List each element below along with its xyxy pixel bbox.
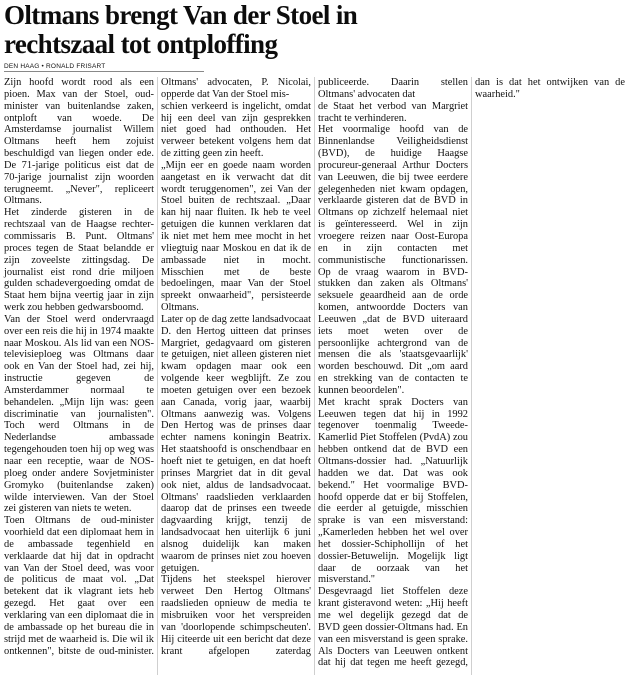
paragraph: Toen Oltmans de oud-minister voorhield dat een diplomaat hem in de ambassade tegenhield en verklaarde dat hij dat in opdracht van Van der Stoel deed, was voor de politicus de maat vol. „Dat betekent dat ik vlagrant iets heb gezegd. Het gaat over een verklaring van een diplomaat die in de ambassade op het bureau die in strijd met de waarheid is. Die wil ik ontkennen", bitste de oud-minister. Oltmans' advocaten, P. Nicolai, opperde dat Van der Stoel mis- xyxy=(4,77,311,657)
paragraph: Tijdens het steekspel hierover verweet Den Hertog Oltmans' raadslieden opnieuw de media te misbruiken voor het verspreiden van 'doorlopende schimpscheuten'. Hij citeerde uit een bericht dat deze krant afgelopen zaterdag publiceerde. Daarin stellen Oltmans' advocaten dat xyxy=(161,77,468,657)
byline: DEN HAAG • RONALD FRISART xyxy=(4,63,204,72)
headline: Oltmans brengt Van der Stoel in rechtszaal tot ontploffing xyxy=(4,0,358,59)
paragraph: Van der Stoel werd ondervraagd over een reis die hij in 1974 maakte naar Moskou. Als lid van een NOS-televisieploeg was Oltmans daar ook en Van der Stoel had, zei hij, instructie gegeven de Amsterdammer normaal te behandelen. „Mijn lijn was: geen discriminatie van journalisten". Toch werd Oltmans in de Nederlandse ambassade tegengehouden toen hij op weg was naar een receptie, waar de NOS-ploeg onder andere Sovjetminister Gromyko (buitenlandse zaken) wilde interviewen. Van der Stoel zei gisteren van niets te weten. xyxy=(4,313,154,515)
article-body xyxy=(4,77,625,675)
paragraph: Met kracht sprak Docters van Leeuwen tegen dat hij in 1992 tegenover toenmalig Tweede-Kamerlid Piet Stoffelen (PvdA) zou hebben ontkend dat de BVD een Oltmans-dossier had. „Natuurlijk hadden we dat. Dat was ook bekend." Het voormalige BVD-hoofd opperde dat er bij Stoffelen, die eerder al getuigde, misschien sprake is van een misverstand: „Kamerleden hebben het wel over het dossier-Schiphollijn of het dossier-Betuwelijn. Mogelijk ligt daar de oorzaak van het misverstand." xyxy=(318,396,468,586)
paragraph: „Mijn eer en goede naam worden aangetast en ik verwacht dat dit wordt teruggenomen", zei Van der Stoel buiten de rechtszaal. „Daar kan hij naar fluiten. Ik heb te veel getuigen die kunnen verklaren dat ik niet met hem mee mocht in het vliegtuig naar Moskou en dat ik de ambassade niet in mocht. Misschien met de beste bedoelingen, maar Van der Stoel spreekt onwaarheid", persisteerde Oltmans. xyxy=(161,159,311,314)
paragraph: Later op de dag zette landsadvocaat D. den Hertog uitteen dat prinses Margriet, gedagvaard om gisteren te getuigen, niet alleen gisteren niet kwam opdagen maar ook een volgende keer wegblijft. Ze zou moeten getuigen over een bezoek aan Canada, vorig jaar, waarbij Oltmans aanwezig was. Volgens Den Hertog was de prinses daar echter namens koningin Beatrix. Het staatshoofd is onschendbaar en hoeft niet te getuigen, en dat hoeft prinses Margriet dat in dit geval ook niet, aldus de landsadvocaat. Oltmans' raadslieden verklaarden daarop dat de prinses een tweede dagvaarding krijgt, tenzij de landsadvocaat hen uiterlijk 6 juni alsnog duidelijk kan maken waarom de prinses niet zou hoeven getuigen. xyxy=(161,313,311,574)
paragraph: Het voormalige hoofd van de Binnenlandse Veiligheidsdienst (BVD), de huidige Haagse procureur-generaal Arthur Docters van Leeuwen, die bij twee eerdere gelegenheden niet kwam opdagen, verklaarde gisteren dat de BVD in Oltmans op zichzelf helemaal niet is geïnteresseerd. Wel in zijn vroegere reizen naar Oost-Europa en in zijn contacten met communistische functionarissen. Op de vraag waarom in BVD-stukken dan zaken als Oltmans' seksuele geaardheid aan de orde komen, antwoordde Docters van Leeuwen „dat de BVD uiteraard iets moet weten over de persoonlijke achtergrond van de mensen die als 'staatsgevaarlijk' worden beschouwd. Dit „om aard en strekking van de contacten te kunnen beoordelen". xyxy=(318,124,468,396)
paragraph: de Staat het verbod van Margriet tracht te verhinderen. xyxy=(318,100,468,124)
paragraph: Desgevraagd liet Stoffelen deze krant gisteravond weten: „Hij heeft me wel degelijk gezegd dat de BVD geen dossier-Oltmans had. En van een misverstand is geen sprake. Als Docters van Leeuwen ontkent dat hij dat tegen me heeft gezegd, dan is dat het ontwijken van de waarheid." xyxy=(318,77,625,669)
paragraph: Zijn hoofd wordt rood als een pioen. Max van der Stoel, oud-minister van buitenlandse zaken, ontploft van woede. De Amsterdamse journalist Willem Oltmans heeft hem zojuist beschuldigd van liegen onder ede. De 71-jarige politicus eist dat de 70-jarige journalist zijn woorden terugneemt. „Never", repliceert Oltmans. xyxy=(4,77,154,207)
paragraph: schien verkeerd is ingelicht, omdat hij een deel van zijn gesprekken niet goed had onthouden. Het verweer betekent volgens hem dat de zitting geen zin heeft. xyxy=(161,100,311,160)
paragraph: Het zinderde gisteren in de rechtszaal van de Haagse rechter-commissaris B. Punt. Oltmans' proces tegen de Staat belandde er zijn zoveelste zittingsdag. De journalist eist rond drie miljoen gulden schadevergoeding omdat de Staat hem bijna veertig jaar in zijn werk zou hebben gedwarsboomd. xyxy=(4,207,154,314)
